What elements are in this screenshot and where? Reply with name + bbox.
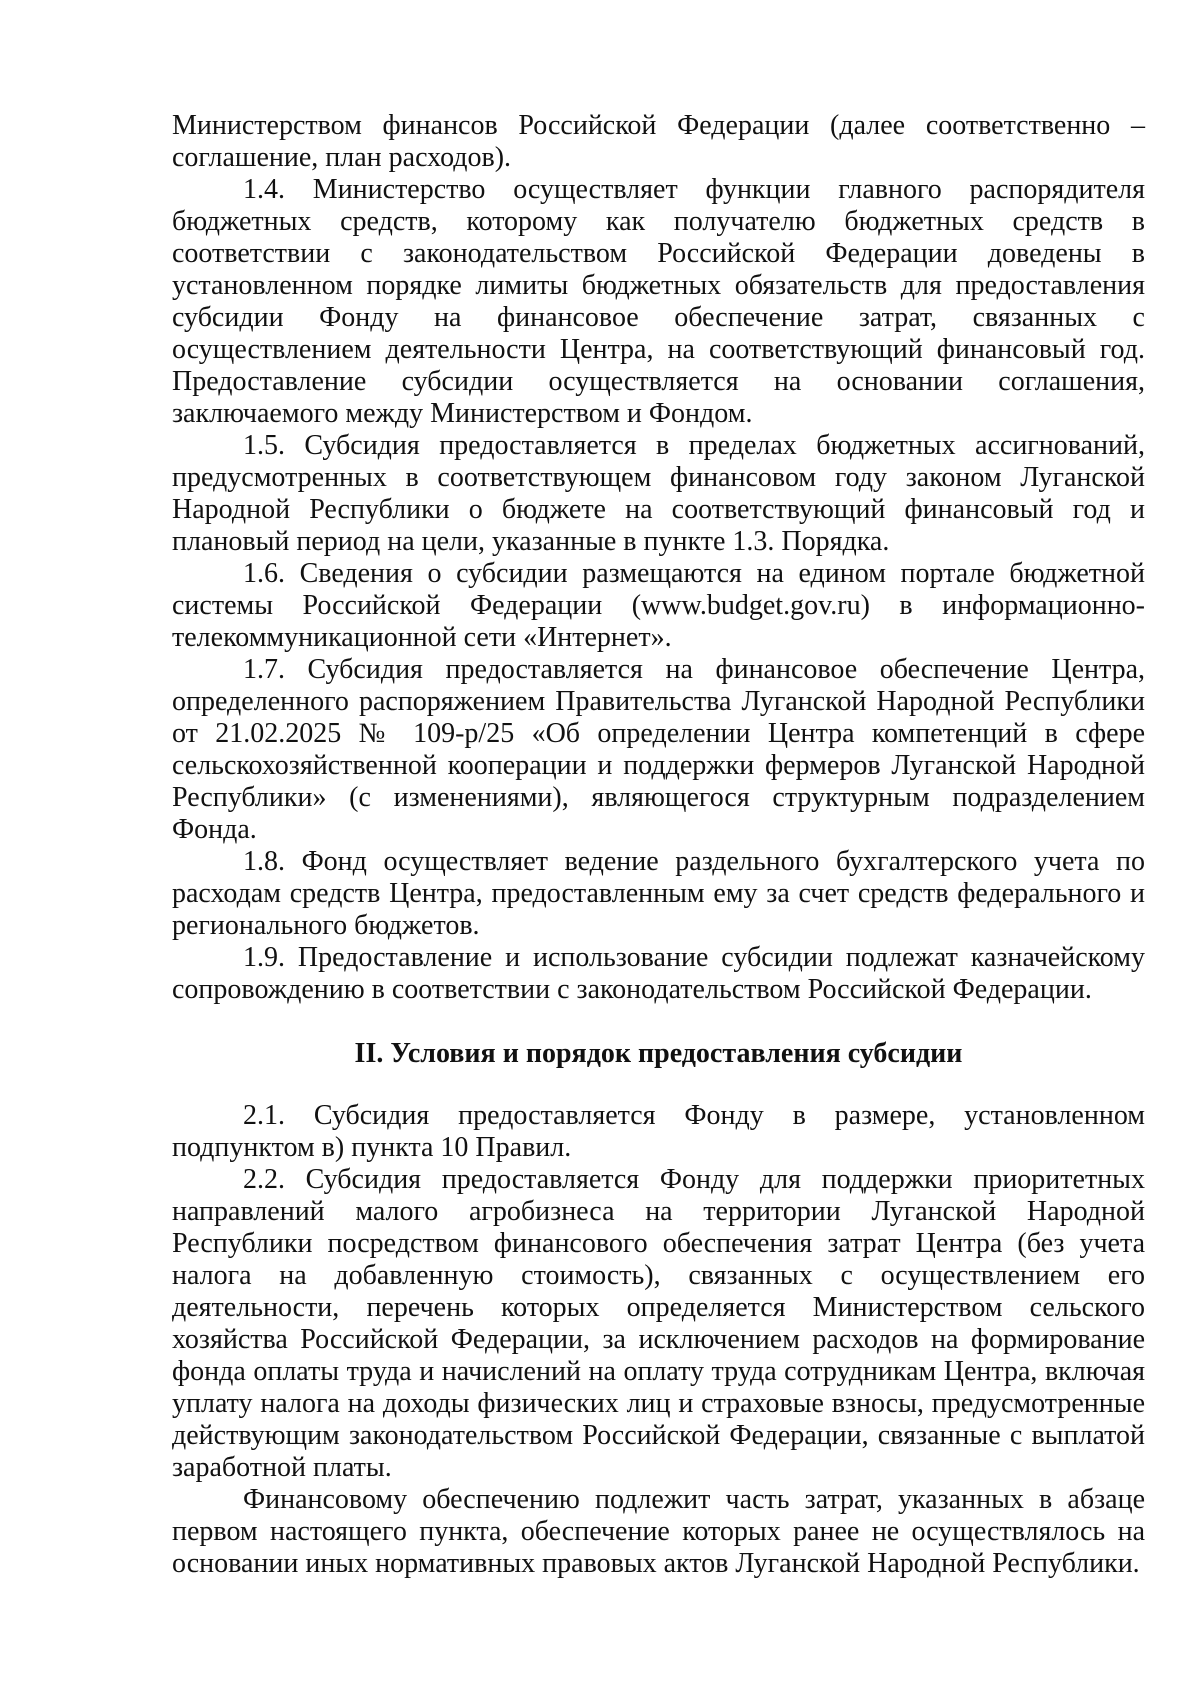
paragraph-1-5: 1.5. Субсидия предоставляется в пределах бюджетных ассигнований, предусмотренных в соответствующем финансовом году законом Луганской Народной Республики о бюджете на соответствующий финансовый год и плановый период на цели, указанные в пункте 1.3. Порядка.: [172, 430, 1145, 557]
paragraph-1-7: 1.7. Субсидия предоставляется на финансовое обеспечение Центра, определенного распоряжением Правительства Луганской Народной Республики от 21.02.2025 № 109-р/25 «Об определении Центра компетенций в сфере сельскохозяйственной кооперации и поддержки фермеров Луганской Народной Республики» (с изменениями), являющегося структурным подразделением Фонда.: [172, 654, 1145, 845]
paragraph-1-8: 1.8. Фонд осуществляет ведение раздельного бухгалтерского учета по расходам средств Центра, предоставленным ему за счет средств федерального и регионального бюджетов.: [172, 846, 1145, 941]
document-page: [172, 110, 1145, 1580]
paragraph-1-9: 1.9. Предоставление и использование субсидии подлежат казначейскому сопровождению в соответствии с законодательством Российской Федерации.: [172, 942, 1145, 1005]
paragraph-2-1: 2.1. Субсидия предоставляется Фонду в размере, установленном подпунктом в) пункта 10 Правил.: [172, 1100, 1145, 1163]
paragraph-1-6: 1.6. Сведения о субсидии размещаются на едином портале бюджетной системы Российской Федерации (www.budget.gov.ru) в информационно-телекоммуникационной сети «Интернет».: [172, 558, 1145, 653]
paragraph-2-2-continuation: Финансовому обеспечению подлежит часть затрат, указанных в абзаце первом настоящего пункта, обеспечение которых ранее не осуществлялось на основании иных нормативных правовых актов Луганской Народной Республики.: [172, 1484, 1145, 1579]
section-heading: II. Условия и порядок предоставления субсидии: [354, 1038, 963, 1069]
paragraph-continuation: Министерством финансов Российской Федерации (далее соответственно – соглашение, план расходов).: [172, 110, 1145, 173]
paragraph-1-4: 1.4. Министерство осуществляет функции главного распорядителя бюджетных средств, которому как получателю бюджетных средств в соответствии с законодательством Российской Федерации доведены в установленном порядке лимиты бюджетных обязательств для предоставления субсидии Фонду на финансовое обеспечение затрат, связанных с осуществлением деятельности Центра, на соответствующий финансовый год. Предоставление субсидии осуществляется на основании соглашения, заключаемого между Министерством и Фондом.: [172, 174, 1145, 429]
paragraph-2-2: 2.2. Субсидия предоставляется Фонду для поддержки приоритетных направлений малого агробизнеса на территории Луганской Народной Республики посредством финансового обеспечения затрат Центра (без учета налога на добавленную стоимость), связанных с осуществлением его деятельности, перечень которых определяется Министерством сельского хозяйства Российской Федерации, за исключением расходов на формирование фонда оплаты труда и начислений на оплату труда сотрудникам Центра, включая уплату налога на доходы физических лиц и страховые взносы, предусмотренные действующим законодательством Российской Федерации, связанные с выплатой заработной платы.: [172, 1164, 1145, 1483]
